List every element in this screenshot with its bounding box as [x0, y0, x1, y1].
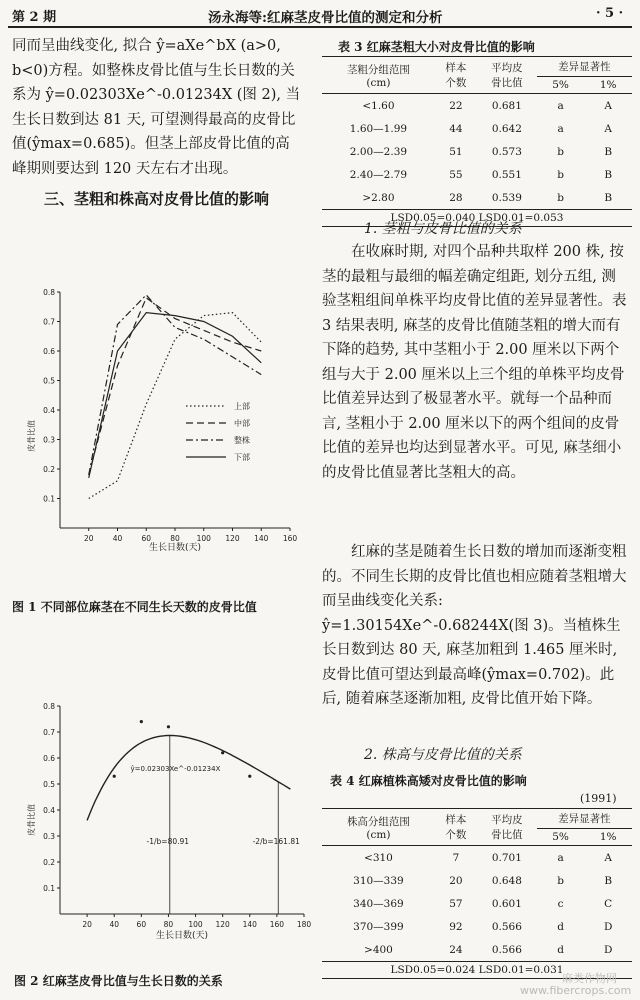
table-cell: 7	[452, 851, 460, 864]
fig1-legend-label: 上部	[234, 402, 250, 411]
table-cell: B	[604, 874, 613, 887]
fig1-legend-label: 下部	[234, 453, 250, 462]
table3-title: 表 3 红麻茎粗大小对皮骨比值的影响	[338, 40, 535, 54]
fig2-y-tick-label: 0.1	[43, 884, 55, 893]
table-cell: 0.642	[491, 122, 522, 135]
t4-h-range: 株高分组范围 (cm)	[322, 809, 435, 846]
table-cell: 0.573	[491, 145, 522, 158]
table-cell: A	[604, 99, 612, 112]
fig2-data-point	[248, 775, 251, 778]
fig1-y-axis-label: 皮骨比值	[27, 420, 36, 452]
fig2-x-tick-label: 80	[163, 920, 174, 929]
fig2-x-tick-label: 100	[188, 920, 203, 929]
table3	[322, 56, 632, 227]
fig1-x-tick-label: 120	[225, 534, 240, 543]
table-cell: a	[557, 99, 564, 112]
fig1-series-line-2	[89, 295, 262, 475]
section-heading: 三、茎粗和株高对皮骨比值的影响	[44, 190, 270, 208]
table-cell: <1.60	[362, 99, 395, 112]
subsection-1: 1. 茎粗与皮骨比值的关系	[364, 221, 522, 237]
fig2-caption: 图 2 红麻茎皮骨比值与生长日数的关系	[14, 974, 223, 988]
fig1-caption: 图 1 不同部位麻茎在不同生长天数的皮骨比值	[12, 600, 257, 614]
fig2-y-tick-label: 0.3	[43, 832, 55, 841]
table4	[322, 808, 632, 979]
table-cell: 0.601	[491, 897, 522, 910]
fig1-x-tick-label: 140	[254, 534, 269, 543]
fig2-chart	[28, 700, 314, 950]
fig2-x-tick-label: 60	[136, 920, 147, 929]
t4-h-sig: 差异显著性	[537, 809, 632, 829]
fig2-data-point	[140, 720, 143, 723]
fig1-x-axis-label: 生长日数(天)	[148, 543, 202, 553]
fig1-y-tick-label: 0.2	[43, 465, 55, 474]
table4-title: 表 4 红麻植株高矮对皮骨比值的影响	[330, 774, 527, 788]
table-cell: B	[604, 191, 613, 204]
table-row	[322, 117, 632, 140]
table-cell: 44	[449, 122, 463, 135]
fig1-x-tick-label: 20	[83, 534, 94, 543]
fig1-x-tick-label: 40	[112, 534, 123, 543]
t4-h-p1: 1%	[584, 829, 632, 846]
table-cell: 24	[449, 943, 463, 956]
table-cell: 51	[449, 145, 463, 158]
fig1-chart	[28, 286, 298, 566]
t3-h-sig: 差异显著性	[537, 57, 632, 77]
table-cell: 1.60—1.99	[349, 122, 408, 135]
fig2-x-tick-label: 140	[242, 920, 257, 929]
table-cell: B	[604, 145, 613, 158]
subsection-2: 2. 株高与皮骨比值的关系	[364, 747, 522, 763]
fig2-equation: ŷ=0.02303Xe^-0.01234X	[130, 765, 221, 773]
table-cell: C	[604, 897, 613, 910]
table-cell: d	[557, 920, 564, 933]
table-cell: 0.551	[491, 168, 522, 181]
t3-h-p5: 5%	[537, 77, 585, 94]
table-row	[322, 846, 632, 870]
t3-h-range: 茎粗分组范围 (cm)	[322, 57, 435, 94]
table4-footnote: LSD0.05=0.024 LSD0.01=0.031	[322, 961, 632, 979]
fig2-x-tick-label: 20	[82, 920, 92, 929]
fig1-y-tick-label: 0.3	[43, 435, 55, 445]
t3-h-p1: 1%	[584, 77, 632, 94]
fig1-y-tick-label: 0.6	[43, 347, 55, 356]
table-cell: 0.681	[491, 99, 522, 112]
table-cell: 370—399	[353, 920, 404, 933]
fig2-y-tick-label: 0.8	[43, 702, 55, 711]
fig1-legend-label: 整株	[234, 436, 250, 445]
fig1-y-tick-label: 0.1	[43, 494, 55, 504]
table-cell: A	[604, 122, 612, 135]
table-cell: 340—369	[353, 897, 404, 910]
table4-year: (1991)	[580, 792, 617, 805]
table-row	[322, 869, 632, 892]
header-issue: 第 2 期	[12, 10, 57, 25]
table-cell: c	[557, 897, 564, 910]
table-cell: >2.80	[362, 191, 395, 204]
fig2-annotation: -1/b=80.91	[146, 836, 190, 846]
table-row	[322, 140, 632, 163]
header-page: · 5 ·	[596, 6, 624, 21]
table-cell: 310—339	[353, 874, 404, 887]
table-cell: b	[557, 191, 564, 204]
t4-h-mean: 平均皮 骨比值	[477, 809, 537, 846]
paragraph-1: 在收麻时期, 对四个品种共取样 200 株, 按茎的最粗与最细的幅差确定组距, 划分五组, 测验茎粗组间单株平均皮骨比值的差异显著性。表 3 结果表明, 麻茎的皮骨比值随茎粗的增大而有下降的趋势, 其中茎粗小于 2.00 厘米以下两个组与大于 2.00 厘米以上三个组的单株平均皮骨比值差异达到了极显著水平。就每一个品种而言, 茎粗小于 2.00 厘米以下的两个组间的皮骨比值的差异也均达到显著水平。可见, 麻茎细小的皮骨比值显著比茎粗大的高。	[322, 244, 627, 481]
table3-footnote: LSD0.05=0.040 LSD0.01=0.053	[322, 209, 632, 227]
table-cell: 92	[449, 920, 463, 933]
table-row	[322, 163, 632, 186]
table-cell: D	[603, 920, 613, 933]
t4-h-sample: 样本 个数	[435, 809, 477, 846]
fig2-y-tick-label: 0.6	[43, 754, 55, 763]
fig2-x-axis-label: 生长日数(天)	[155, 931, 209, 941]
table-cell: B	[604, 168, 613, 181]
fig2-x-tick-label: 120	[215, 920, 230, 929]
fig2-data-point	[221, 751, 224, 754]
table-cell: D	[603, 943, 613, 956]
fig2-y-tick-label: 0.2	[43, 858, 55, 867]
table-cell: 2.40—2.79	[349, 168, 408, 181]
table-cell: b	[557, 168, 564, 181]
fig2-x-tick-label: 40	[109, 920, 119, 929]
table-row	[322, 915, 632, 938]
intro-paragraph: 同而呈曲线变化, 拟合 ŷ=aXe^bX (a>0, b<0)方程。如整株皮骨比值与生长日数的关系为 ŷ=0.02303Xe^-0.01234X (图 2), 当生长日数到达 81 天, 可望测得最高的皮骨比值(ŷmax=0.685)。但茎上部皮骨比值的高峰期则要达到 120 天左右才出现。	[12, 38, 301, 177]
fig1-series-line-1	[89, 298, 262, 475]
fig2-y-tick-label: 0.7	[43, 728, 55, 737]
fig1-y-tick-label: 0.4	[43, 406, 55, 415]
table-row	[322, 94, 632, 118]
table-cell: A	[604, 851, 612, 864]
table-row	[322, 892, 632, 915]
fig1-legend-label: 中部	[234, 419, 250, 428]
table-cell: b	[557, 874, 564, 887]
fig1-x-tick-label: 160	[282, 534, 298, 543]
watermark-text: 麻类作物网	[562, 972, 617, 985]
fig1-x-tick-label: 60	[141, 534, 152, 543]
fig2-y-axis-label: 皮骨比值	[27, 804, 36, 836]
table-cell: 28	[449, 191, 463, 204]
table-cell: 0.566	[491, 943, 522, 956]
table-cell: d	[557, 943, 564, 956]
table-cell: b	[557, 145, 564, 158]
t3-h-mean: 平均皮 骨比值	[477, 57, 537, 94]
fig2-y-tick-label: 0.5	[43, 780, 55, 789]
table-cell: 0.539	[491, 191, 522, 204]
table-cell: 0.566	[491, 920, 522, 933]
t4-h-p5: 5%	[537, 829, 585, 846]
fig1-y-tick-label: 0.7	[43, 317, 55, 327]
fig2-data-point	[113, 775, 116, 778]
fig2-fit-curve	[87, 736, 290, 821]
fig2-x-tick-label: 180	[296, 920, 312, 929]
table-cell: 0.701	[491, 851, 522, 864]
table-row	[322, 186, 632, 209]
table-cell: 57	[449, 897, 463, 910]
fig1-x-tick-label: 100	[196, 534, 211, 543]
header-rule	[8, 26, 632, 28]
table-cell: 55	[449, 168, 463, 181]
table-cell: 20	[449, 874, 463, 887]
fig2-data-point	[167, 725, 170, 728]
table-cell: <310	[364, 851, 393, 864]
table-cell: a	[557, 122, 564, 135]
header-title: 汤永海等:红麻茎皮骨比值的测定和分析	[208, 10, 443, 26]
fig2-x-tick-label: 160	[269, 920, 285, 929]
table-row	[322, 938, 632, 961]
t3-h-sample: 样本 个数	[435, 57, 477, 94]
table-cell: 0.648	[491, 874, 522, 887]
fig1-y-tick-label: 0.5	[43, 376, 55, 386]
fig2-annotation: -2/b=161.81	[252, 836, 300, 846]
watermark-site: www.fibercrops.com	[520, 984, 632, 997]
fig1-y-tick-label: 0.8	[43, 288, 55, 297]
table-cell: 2.00—2.39	[349, 145, 408, 158]
paragraph-2: 红麻的茎是随着生长日数的增加而逐渐变粗的。不同生长期的皮骨比值也相应随着茎粗增大而呈曲线变化关系: ŷ=1.30154Xe^-0.68244X(图 3)。当植株生长日数到达 80 天, 麻茎加粗到 1.465 厘米时, 皮骨比值可望达到最高峰(ŷmax=0.702)。此后, 随着麻茎逐渐加粗, 皮骨比值开始下降。	[322, 544, 627, 707]
table-cell: >400	[364, 943, 393, 956]
fig1-x-tick-label: 80	[170, 534, 180, 543]
table-cell: a	[557, 851, 564, 864]
fig2-y-tick-label: 0.4	[43, 806, 55, 815]
table-cell: 22	[449, 99, 463, 112]
